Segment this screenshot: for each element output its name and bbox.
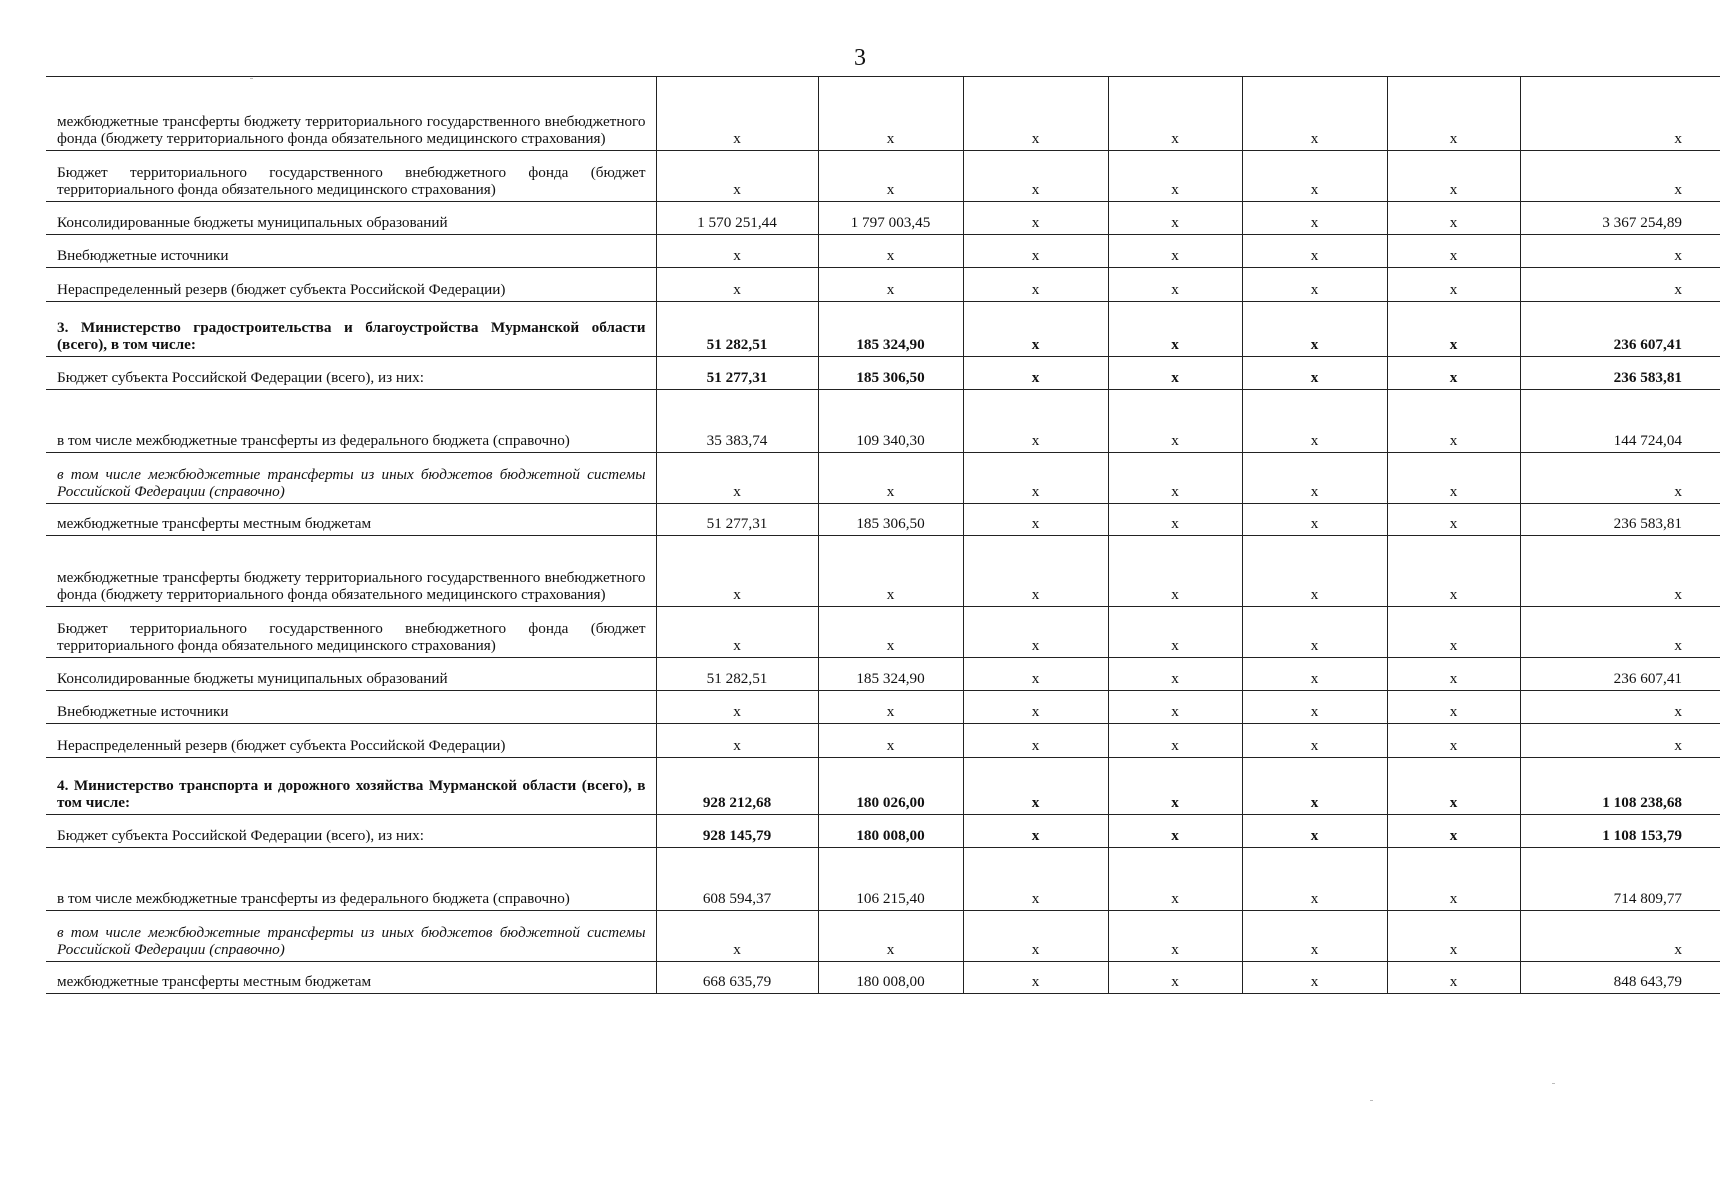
table-row bbox=[46, 607, 1720, 658]
value-cell: x bbox=[1108, 691, 1242, 724]
value-cell: x bbox=[818, 151, 963, 202]
total-cell: x bbox=[1520, 911, 1720, 962]
value-cell: x bbox=[1387, 815, 1520, 848]
value-cell: 1 570 251,44 bbox=[656, 202, 818, 235]
value-cell: x bbox=[1242, 202, 1387, 235]
value-cell: x bbox=[963, 504, 1108, 536]
total-cell: x bbox=[1520, 536, 1720, 607]
value-cell: x bbox=[963, 724, 1108, 758]
row-label: Консолидированные бюджеты муниципальных образований bbox=[46, 658, 656, 691]
scan-speck bbox=[1552, 1083, 1555, 1084]
row-label: Нераспределенный резерв (бюджет субъекта Российской Федерации) bbox=[46, 724, 656, 758]
value-cell: x bbox=[1242, 962, 1387, 994]
table-row bbox=[46, 911, 1720, 962]
total-cell: 3 367 254,89 bbox=[1520, 202, 1720, 235]
value-cell: x bbox=[1108, 151, 1242, 202]
value-cell: x bbox=[656, 77, 818, 151]
value-cell: x bbox=[818, 453, 963, 504]
value-cell: x bbox=[963, 235, 1108, 268]
value-cell: x bbox=[1387, 758, 1520, 815]
value-cell: x bbox=[1242, 691, 1387, 724]
value-cell: x bbox=[1242, 815, 1387, 848]
value-cell: 109 340,30 bbox=[818, 390, 963, 453]
page-number: 3 bbox=[854, 45, 866, 71]
value-cell: 928 145,79 bbox=[656, 815, 818, 848]
value-cell: 180 026,00 bbox=[818, 758, 963, 815]
total-cell: 714 809,77 bbox=[1520, 848, 1720, 911]
table-row bbox=[46, 691, 1720, 724]
value-cell: x bbox=[1108, 302, 1242, 357]
total-cell: x bbox=[1520, 691, 1720, 724]
value-cell: x bbox=[1387, 504, 1520, 536]
row-label: 4. Министерство транспорта и дорожного хозяйства Мурманской области (всего), в том числе: bbox=[46, 758, 656, 815]
row-label: Бюджет субъекта Российской Федерации (всего), из них: bbox=[46, 815, 656, 848]
value-cell: x bbox=[1387, 77, 1520, 151]
scan-speck bbox=[250, 78, 253, 79]
total-cell: 144 724,04 bbox=[1520, 390, 1720, 453]
row-label: Нераспределенный резерв (бюджет субъекта Российской Федерации) bbox=[46, 268, 656, 302]
value-cell: x bbox=[656, 607, 818, 658]
value-cell: 35 383,74 bbox=[656, 390, 818, 453]
value-cell: x bbox=[963, 151, 1108, 202]
value-cell: x bbox=[818, 268, 963, 302]
table-row bbox=[46, 77, 1720, 151]
value-cell: x bbox=[1387, 357, 1520, 390]
value-cell: x bbox=[1108, 235, 1242, 268]
table-row bbox=[46, 151, 1720, 202]
value-cell: x bbox=[1242, 235, 1387, 268]
value-cell: x bbox=[818, 536, 963, 607]
value-cell: 51 277,31 bbox=[656, 357, 818, 390]
total-cell: x bbox=[1520, 607, 1720, 658]
row-label: межбюджетные трансферты бюджету территориального государственного внебюджетного фонда (бюджету территориального фонда обязательного медицинского страхования) bbox=[46, 77, 656, 151]
value-cell: 180 008,00 bbox=[818, 815, 963, 848]
table-row bbox=[46, 302, 1720, 357]
value-cell: 668 635,79 bbox=[656, 962, 818, 994]
value-cell: x bbox=[1387, 607, 1520, 658]
value-cell: 1 797 003,45 bbox=[818, 202, 963, 235]
value-cell: 51 282,51 bbox=[656, 658, 818, 691]
value-cell: x bbox=[1108, 77, 1242, 151]
value-cell: x bbox=[1242, 302, 1387, 357]
value-cell: x bbox=[1387, 235, 1520, 268]
value-cell: x bbox=[1108, 202, 1242, 235]
budget-table bbox=[46, 76, 1720, 994]
total-cell: x bbox=[1520, 453, 1720, 504]
table-row bbox=[46, 235, 1720, 268]
value-cell: x bbox=[963, 815, 1108, 848]
value-cell: x bbox=[963, 302, 1108, 357]
value-cell: 185 306,50 bbox=[818, 357, 963, 390]
value-cell: x bbox=[963, 390, 1108, 453]
value-cell: x bbox=[1242, 911, 1387, 962]
total-cell: x bbox=[1520, 151, 1720, 202]
total-cell: 236 583,81 bbox=[1520, 504, 1720, 536]
row-label: 3. Министерство градостроительства и благоустройства Мурманской области (всего), в том числе: bbox=[46, 302, 656, 357]
row-label: в том числе межбюджетные трансферты из федерального бюджета (справочно) bbox=[46, 390, 656, 453]
table-row bbox=[46, 658, 1720, 691]
value-cell: x bbox=[963, 758, 1108, 815]
table-row bbox=[46, 202, 1720, 235]
total-cell: x bbox=[1520, 724, 1720, 758]
table-row bbox=[46, 815, 1720, 848]
value-cell: x bbox=[1387, 536, 1520, 607]
value-cell: 185 306,50 bbox=[818, 504, 963, 536]
value-cell: x bbox=[1108, 357, 1242, 390]
value-cell: x bbox=[1242, 607, 1387, 658]
value-cell: x bbox=[963, 607, 1108, 658]
value-cell: x bbox=[1387, 962, 1520, 994]
value-cell: 106 215,40 bbox=[818, 848, 963, 911]
table-row bbox=[46, 504, 1720, 536]
total-cell: x bbox=[1520, 235, 1720, 268]
total-cell: 848 643,79 bbox=[1520, 962, 1720, 994]
row-label: Бюджет субъекта Российской Федерации (всего), из них: bbox=[46, 357, 656, 390]
value-cell: x bbox=[818, 607, 963, 658]
value-cell: 51 282,51 bbox=[656, 302, 818, 357]
total-cell: 236 607,41 bbox=[1520, 302, 1720, 357]
table-row bbox=[46, 848, 1720, 911]
row-label: Бюджет территориального государственного внебюджетного фонда (бюджет территориального фонда обязательного медицинского страхования) bbox=[46, 607, 656, 658]
value-cell: x bbox=[1108, 607, 1242, 658]
table-row bbox=[46, 390, 1720, 453]
total-cell: 236 583,81 bbox=[1520, 357, 1720, 390]
value-cell: 928 212,68 bbox=[656, 758, 818, 815]
value-cell: x bbox=[1387, 302, 1520, 357]
value-cell: x bbox=[1387, 724, 1520, 758]
table-row bbox=[46, 962, 1720, 994]
value-cell: x bbox=[1108, 758, 1242, 815]
value-cell: 185 324,90 bbox=[818, 658, 963, 691]
value-cell: x bbox=[1242, 151, 1387, 202]
value-cell: x bbox=[963, 691, 1108, 724]
row-label: межбюджетные трансферты местным бюджетам bbox=[46, 962, 656, 994]
value-cell: x bbox=[963, 268, 1108, 302]
total-cell: x bbox=[1520, 77, 1720, 151]
row-label: Бюджет территориального государственного внебюджетного фонда (бюджет территориального фонда обязательного медицинского страхования) bbox=[46, 151, 656, 202]
value-cell: x bbox=[1242, 77, 1387, 151]
value-cell: x bbox=[1108, 658, 1242, 691]
value-cell: x bbox=[1108, 504, 1242, 536]
row-label: Внебюджетные источники bbox=[46, 691, 656, 724]
value-cell: x bbox=[1387, 390, 1520, 453]
table-row bbox=[46, 268, 1720, 302]
value-cell: 185 324,90 bbox=[818, 302, 963, 357]
table-row bbox=[46, 357, 1720, 390]
table-row bbox=[46, 453, 1720, 504]
value-cell: x bbox=[963, 77, 1108, 151]
value-cell: x bbox=[656, 691, 818, 724]
total-cell: 1 108 238,68 bbox=[1520, 758, 1720, 815]
value-cell: x bbox=[1387, 848, 1520, 911]
value-cell: x bbox=[656, 151, 818, 202]
value-cell: x bbox=[1387, 453, 1520, 504]
value-cell: x bbox=[963, 911, 1108, 962]
value-cell: x bbox=[1242, 504, 1387, 536]
row-label: в том числе межбюджетные трансферты из федерального бюджета (справочно) bbox=[46, 848, 656, 911]
value-cell: x bbox=[1108, 390, 1242, 453]
value-cell: x bbox=[963, 453, 1108, 504]
value-cell: x bbox=[1108, 911, 1242, 962]
row-label: в том числе межбюджетные трансферты из иных бюджетов бюджетной системы Российской Федерации (справочно) bbox=[46, 453, 656, 504]
value-cell: x bbox=[1242, 758, 1387, 815]
value-cell: x bbox=[1108, 536, 1242, 607]
value-cell: x bbox=[1387, 658, 1520, 691]
value-cell: x bbox=[818, 724, 963, 758]
value-cell: x bbox=[963, 357, 1108, 390]
value-cell: x bbox=[818, 911, 963, 962]
table-row bbox=[46, 536, 1720, 607]
value-cell: x bbox=[1108, 962, 1242, 994]
table-row bbox=[46, 724, 1720, 758]
value-cell: x bbox=[1242, 390, 1387, 453]
value-cell: x bbox=[963, 962, 1108, 994]
scan-speck bbox=[1370, 1100, 1373, 1101]
value-cell: x bbox=[656, 724, 818, 758]
row-label: межбюджетные трансферты бюджету территориального государственного внебюджетного фонда (бюджету территориального фонда обязательного медицинского страхования) bbox=[46, 536, 656, 607]
value-cell: x bbox=[818, 77, 963, 151]
value-cell: x bbox=[1387, 268, 1520, 302]
total-cell: x bbox=[1520, 268, 1720, 302]
value-cell: x bbox=[1242, 658, 1387, 691]
value-cell: x bbox=[656, 536, 818, 607]
value-cell: x bbox=[963, 658, 1108, 691]
value-cell: x bbox=[1108, 724, 1242, 758]
value-cell: x bbox=[818, 691, 963, 724]
value-cell: x bbox=[1387, 202, 1520, 235]
row-label: Консолидированные бюджеты муниципальных образований bbox=[46, 202, 656, 235]
value-cell: x bbox=[818, 235, 963, 268]
value-cell: x bbox=[1108, 815, 1242, 848]
value-cell: x bbox=[1108, 453, 1242, 504]
value-cell: 608 594,37 bbox=[656, 848, 818, 911]
value-cell: x bbox=[1242, 536, 1387, 607]
value-cell: x bbox=[1108, 848, 1242, 911]
value-cell: x bbox=[656, 268, 818, 302]
value-cell: x bbox=[656, 911, 818, 962]
value-cell: x bbox=[1387, 151, 1520, 202]
value-cell: x bbox=[1242, 453, 1387, 504]
value-cell: x bbox=[1242, 268, 1387, 302]
row-label: в том числе межбюджетные трансферты из иных бюджетов бюджетной системы Российской Федерации (справочно) bbox=[46, 911, 656, 962]
value-cell: x bbox=[963, 848, 1108, 911]
total-cell: 1 108 153,79 bbox=[1520, 815, 1720, 848]
value-cell: x bbox=[656, 453, 818, 504]
value-cell: x bbox=[656, 235, 818, 268]
value-cell: x bbox=[1242, 848, 1387, 911]
total-cell: 236 607,41 bbox=[1520, 658, 1720, 691]
value-cell: x bbox=[963, 202, 1108, 235]
value-cell: 51 277,31 bbox=[656, 504, 818, 536]
value-cell: x bbox=[1242, 357, 1387, 390]
table-row bbox=[46, 758, 1720, 815]
value-cell: x bbox=[1108, 268, 1242, 302]
value-cell: x bbox=[1387, 911, 1520, 962]
value-cell: x bbox=[1242, 724, 1387, 758]
value-cell: x bbox=[1387, 691, 1520, 724]
row-label: межбюджетные трансферты местным бюджетам bbox=[46, 504, 656, 536]
value-cell: x bbox=[963, 536, 1108, 607]
row-label: Внебюджетные источники bbox=[46, 235, 656, 268]
value-cell: 180 008,00 bbox=[818, 962, 963, 994]
